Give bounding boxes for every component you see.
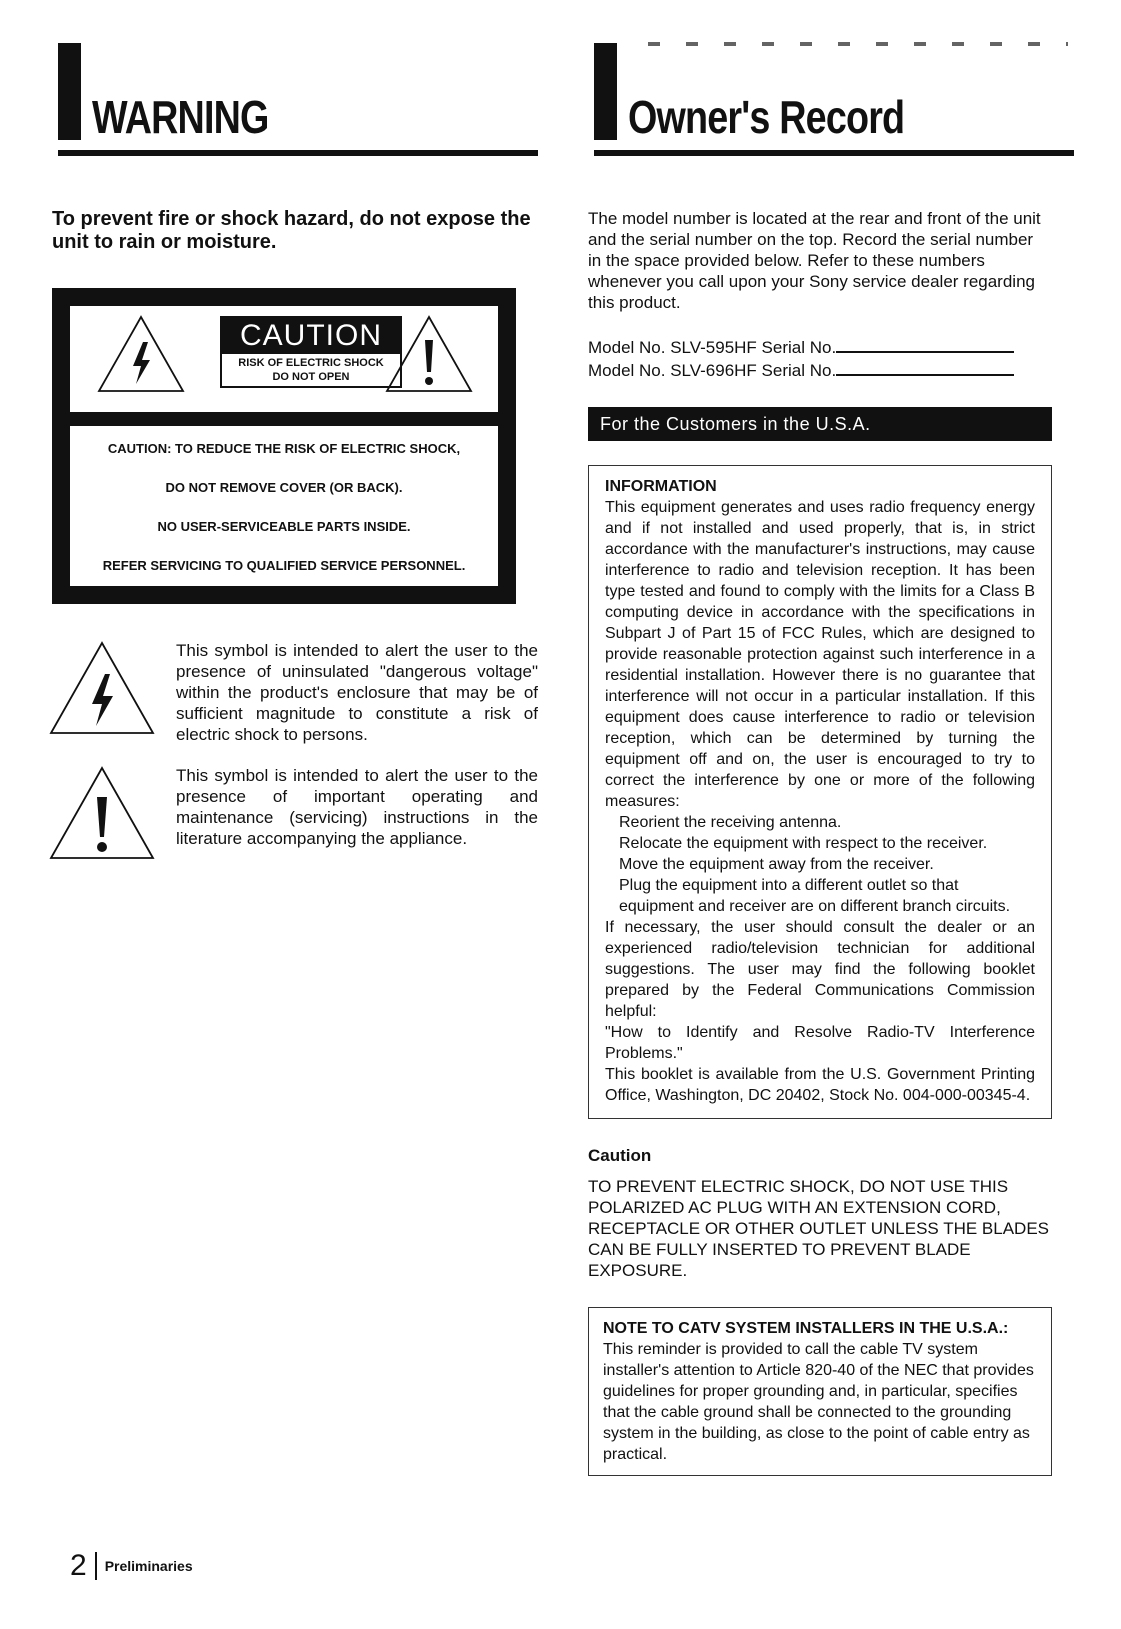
serial-blank [836,335,1014,353]
measure-item: Plug the equipment into a different outlet so that equipment and receiver are on different branch circuits. [619,877,1011,915]
warning-notice: To prevent fire or shock hazard, do not expose the unit to rain or moisture. [52,208,531,253]
model-line-label: Model No. SLV-595HF Serial No. [588,338,837,357]
footer-separator [95,1552,97,1580]
page-number: 2 [70,1549,87,1582]
caution-line: REFER SERVICING TO QUALIFIED SERVICE PERSONNEL. [102,558,466,573]
information-paragraph: If necessary, the user should consult the dealer or an experienced radio/television technician for additional suggestions. The user may find the following booklet prepared by the Federal Communications Commission helpful: [605,919,1035,1020]
caution-label-line2: DO NOT OPEN [272,371,350,383]
caution-label-heading: CAUTION [222,318,400,354]
symbol-explanation-lightning [52,640,538,745]
warning-title: WARNING [92,91,269,143]
serial-blank [836,358,1014,376]
lightning-triangle-icon [48,640,156,736]
catv-note-title: NOTE TO CATV SYSTEM INSTALLERS IN THE U.S.A.: [603,1320,1009,1337]
customers-usa-bar: For the Customers in the U.S.A. [588,407,1052,441]
information-paragraph: This booklet is available from the U.S. Government Printing Office, Washington, DC 20402, Stock No. 004-000-00345-4. [605,1066,1035,1104]
page-footer [70,1548,193,1584]
caution-label-sub [222,354,400,386]
header-dash-marks [648,42,1068,46]
owners-record-header [588,40,1074,152]
caution-label-line1: RISK OF ELECTRIC SHOCK [238,357,384,369]
catv-note-text: This reminder is provided to call the cable TV system installer's attention to Article 820-40 of the NEC that provides guidelines for proper grounding and, in particular, specifies that the cable ground shall be connected to the grounding system in the building, as close to the point of cable entry as practical. [603,1341,1034,1463]
plug-caution-text: TO PREVENT ELECTRIC SHOCK, DO NOT USE THIS POLARIZED AC PLUG WITH AN EXTENSION CORD, RECEPTACLE OR OTHER OUTLET UNLESS THE BLADES CAN BE FULLY INSERTED TO PREVENT BLADE EXPOSURE. [588,1177,1050,1280]
model-intro-text: The model number is located at the rear and front of the unit and the serial number on the top. Record the serial number in the space provided below. Refer to these numbers whenever you call upon your Sony service dealer regarding this product. [588,209,1041,312]
caution-box [52,288,516,604]
model-line [588,335,1074,358]
header-rule [58,150,538,156]
symbol-explanation-exclamation [52,765,538,849]
caution-line: CAUTION: TO REDUCE THE RISK OF ELECTRIC SHOCK, [107,441,461,456]
measures-list [605,812,1035,917]
owners-record-column [588,40,1074,1476]
caution-top-panel [70,306,498,412]
header-marker-bar [594,43,617,140]
plug-caution [588,1145,1074,1281]
measure-item: Move the equipment away from the receiver. [619,856,934,873]
lightning-triangle-icon [96,314,186,394]
owners-record-title: Owner's Record [628,91,905,143]
exclamation-triangle-icon [48,765,156,861]
plug-caution-title: Caution [588,1146,652,1165]
section-name: Preliminaries [104,1558,193,1574]
caution-line: DO NOT REMOVE COVER (OR BACK). [165,480,403,495]
measure-item: Reorient the receiving antenna. [619,814,842,831]
measure-item: Relocate the equipment with respect to the receiver. [619,835,988,852]
symbol-text: This symbol is intended to alert the user to the presence of important operating and maintenance (servicing) instructions in the literature accompanying the appliance. [176,766,538,848]
catv-note-box [588,1307,1052,1476]
header-marker-bar [58,43,81,140]
model-serial-lines [588,335,1074,381]
model-line [588,358,1074,381]
information-box [588,465,1052,1119]
caution-line: NO USER-SERVICEABLE PARTS INSIDE. [157,519,411,534]
information-paragraph: This equipment generates and uses radio frequency energy and if not installed and used properly, that is, in strict accordance with the manufacturer's instructions, may cause interference to radio and television reception. It has been type tested and found to comply with the limits for a Class B computing device in accordance with the specifications in Subpart J of Part 15 of FCC Rules, which are designed to provide reasonable protection against such interference in a residential installation. However there is no guarantee that interference will not occur in a particular installation. If this equipment does cause interference to radio or television reception, which can be determined by turning the equipment off and on, the user is encouraged to try to correct the interference by one or more of the following measures: [605,499,1035,810]
caution-text-panel [70,426,498,586]
exclamation-triangle-icon [384,314,474,394]
model-line-label: Model No. SLV-696HF Serial No. [588,361,837,380]
information-title: INFORMATION [605,478,717,495]
warning-header [52,40,538,152]
caution-label [220,316,402,388]
symbol-text: This symbol is intended to alert the user to the presence of uninsulated "dangerous voltage" within the product's enclosure that may be of sufficient magnitude to constitute a risk of electric shock to persons. [176,641,538,744]
header-rule [594,150,1074,156]
warning-column [52,40,538,849]
booklet-title: "How to Identify and Resolve Radio-TV Interference Problems." [605,1024,1035,1062]
